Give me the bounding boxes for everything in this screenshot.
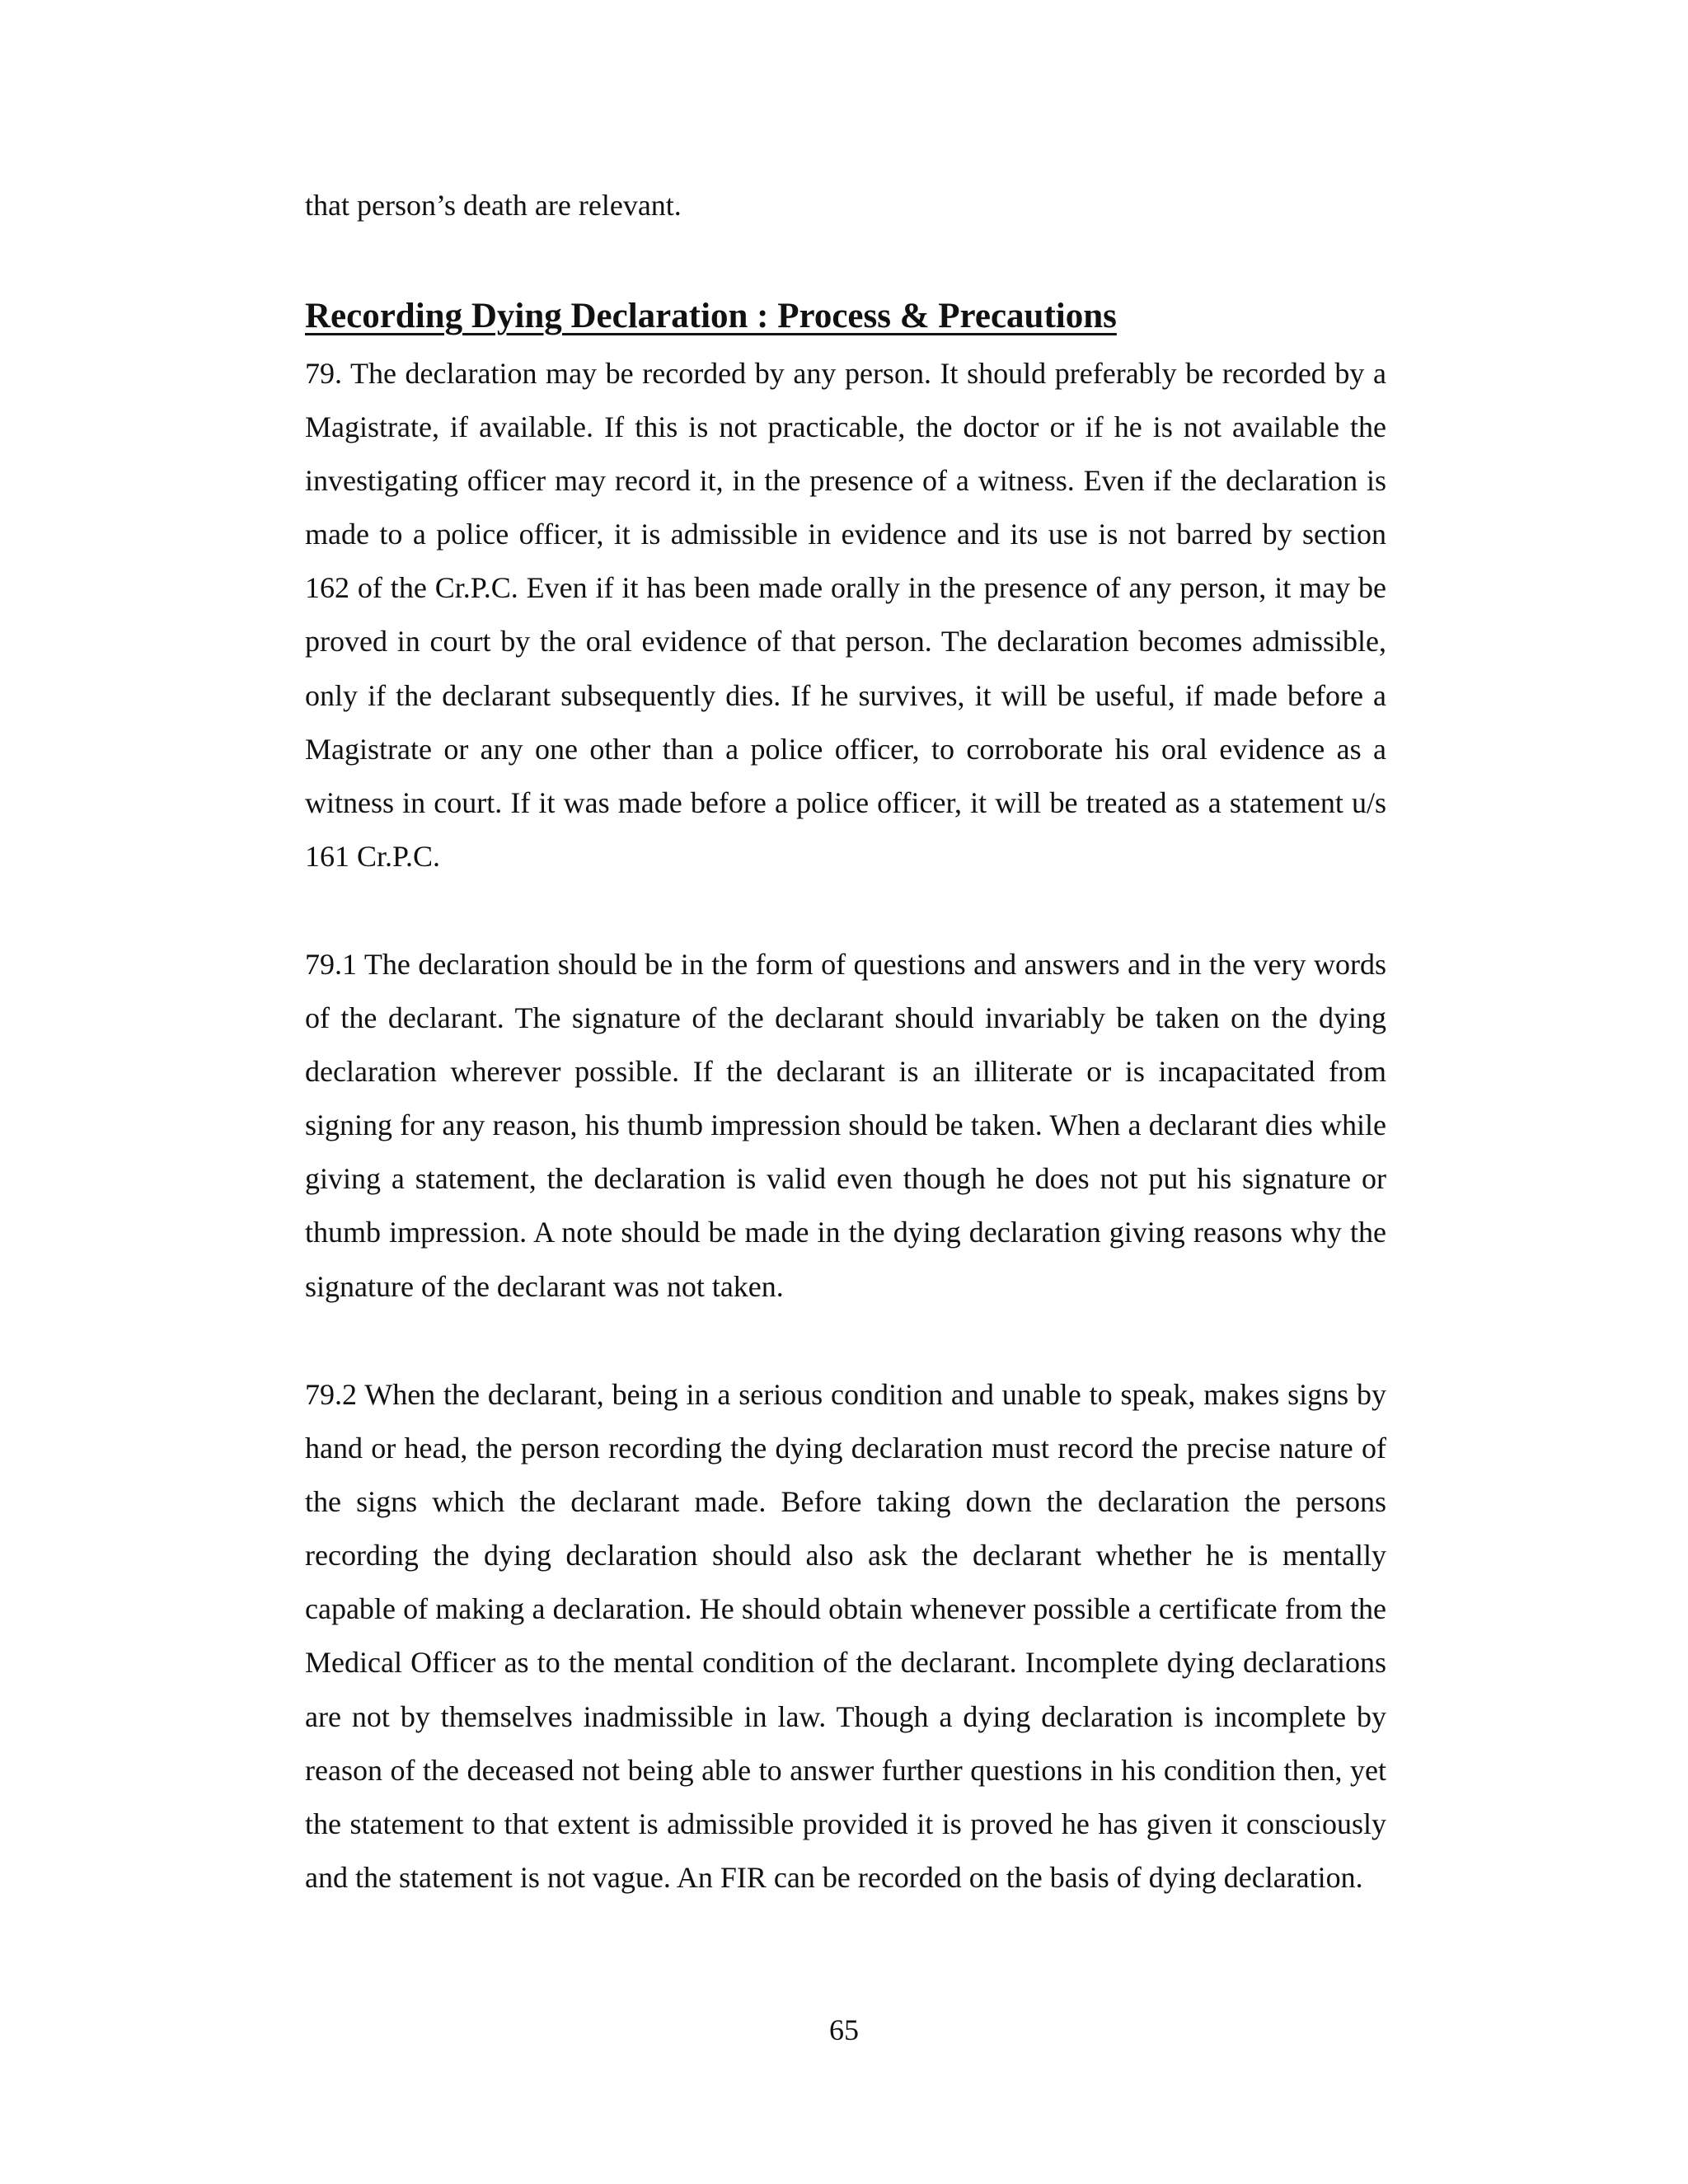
continuation-text: that person’s death are relevant. (305, 189, 682, 222)
paragraph-79-2: 79.2 When the declarant, being in a serious condition and unable to speak, makes signs by hand or head, the person recording the dying declaration must record the precise nature of the signs which the declarant made. Before taking down the declaration the persons recording the dying declaration should also ask the declarant whether he is mentally capable of making a declaration. He should obtain whenever possible a certificate from the Medical Officer as to the mental condition of the declarant. Incomplete dying declarations are not by themselves inadmissible in law. Though a dying declaration is incomplete by reason of the deceased not being able to answer further questions in his condition then, yet the statement to that extent is admissible provided it is proved he has given it consciously and the statement is not vague. An FIR can be recorded on the basis of dying declaration. (305, 1378, 1386, 1894)
page-number: 65 (829, 2013, 859, 2046)
paragraph-79: 79. The declaration may be recorded by any person. It should preferably be recorded by a Magistrate, if available. If this is not practicable, the doctor or if he is not available the investigating officer may record it, in the presence of a witness. Even if the declaration is made to a police officer, it is admissible in evidence and its use is not barred by section 162 of the Cr.P.C. Even if it has been made orally in the presence of any person, it may be proved in court by the oral evidence of that person. The declaration becomes admissible, only if the declarant subsequently dies. If he survives, it will be useful, if made before a Magistrate or any one other than a police officer, to corroborate his oral evidence as a witness in court. If it was made before a police officer, it will be treated as a statement u/s 161 Cr.P.C. (305, 357, 1386, 873)
paragraph-79-1: 79.1 The declaration should be in the form of questions and answers and in the very words of the declarant. The signature of the declarant should invariably be taken on the dying declaration wherever possible. If the declarant is an illiterate or is incapacitated from signing for any reason, his thumb impression should be taken. When a declarant dies while giving a statement, the declaration is valid even though he does not put his signature or thumb impression. A note should be made in the dying declaration giving reasons why the signature of the declarant was not taken. (305, 948, 1386, 1303)
section-heading: Recording Dying Declaration : Process & Precautions (305, 297, 1117, 335)
